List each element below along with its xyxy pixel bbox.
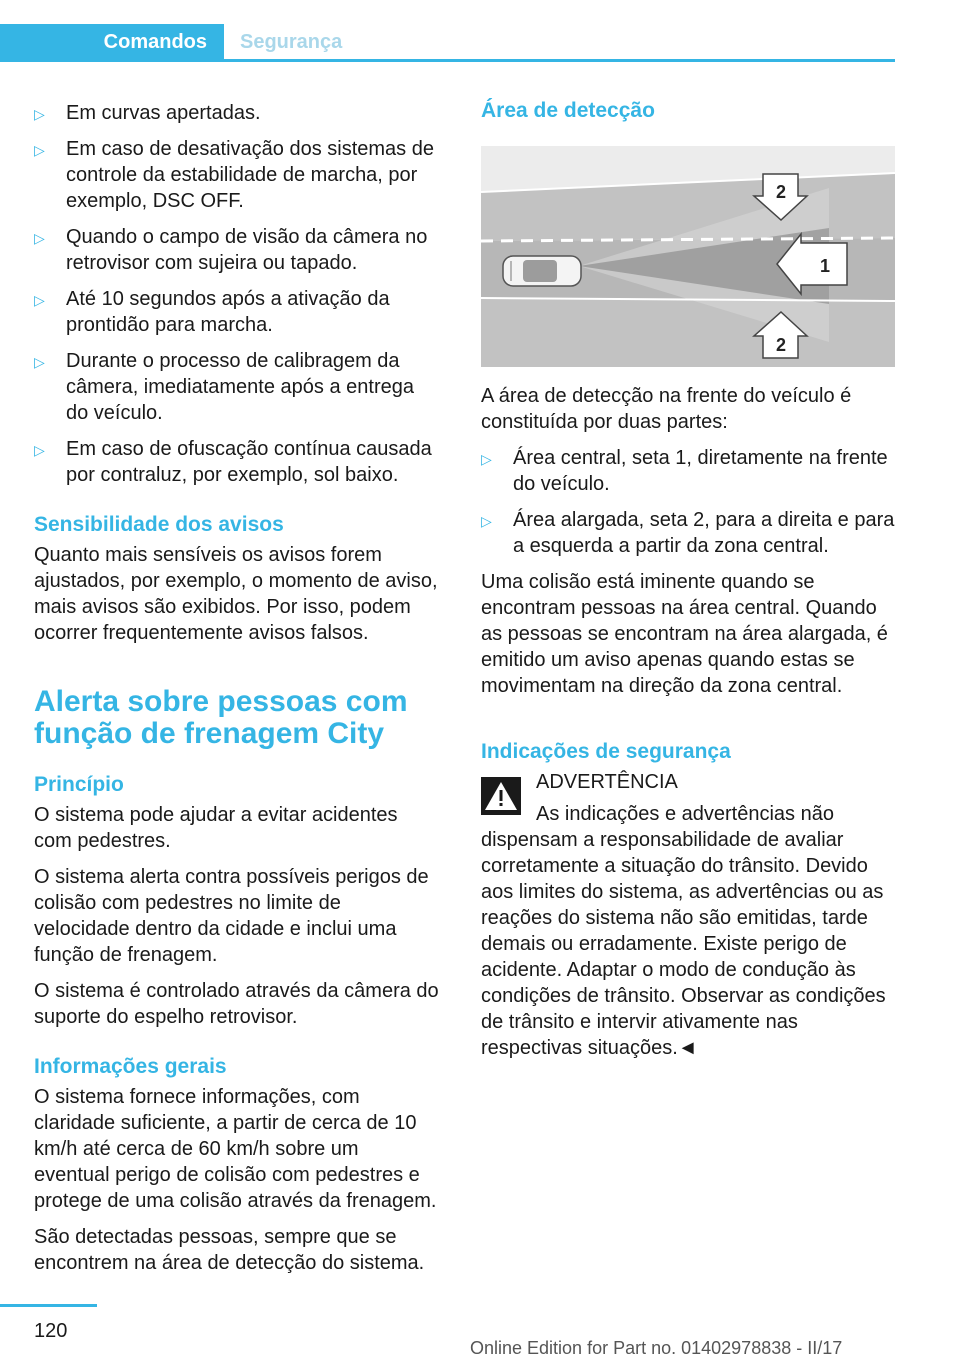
- tab-comandos[interactable]: Comandos: [0, 24, 224, 60]
- principle-paragraph: O sistema alerta contra possíveis perigos de colisão com pedestres no limite de velocidade dentro da cidade e inclui uma função de frenagem.: [34, 866, 429, 966]
- edition-note: Online Edition for Part no. 01402978838 - II/17: [470, 1338, 843, 1358]
- warning-icon: [481, 777, 521, 815]
- general-info-paragraph: São detectadas pessoas, sempre que se encontrem na área de detecção do sistema.: [34, 1226, 425, 1274]
- list-item: ▷ Em curvas apertadas.: [34, 100, 439, 126]
- detection-intro: A área de detecção na frente do veículo é constituída por duas partes:: [481, 385, 852, 433]
- principle-paragraph: O sistema pode ajudar a evitar acidentes com pedestres.: [34, 804, 398, 852]
- warning-text: As indicações e advertências não dispensam a responsabilidade de avaliar corretamente a situação do trânsito. Devido aos limites do sistema, as advertências ou as reações do sistema não são emitidas, tarde demais ou erradamente. Existe perigo de acidente. Adaptar o modo de condução às condições de trânsito. Observar as condições de trânsito e intervir ativamente nas respectivas situações.◄: [481, 803, 886, 1059]
- list-item: ▷ Área central, seta 1, diretamente na frente do veículo.: [481, 447, 888, 495]
- right-column: [481, 98, 895, 1071]
- triangle-bullet-icon: ▷: [34, 230, 45, 246]
- general-info-paragraph: O sistema fornece informações, com claridade suficiente, a partir de cerca de 10 km/h até cerca de 60 km/h sobre um eventual perigo de colisão com pedestres e protege de uma colisão através da frenagem.: [34, 1086, 437, 1212]
- lower-lane: [481, 298, 895, 367]
- list-item: ▷ Até 10 segundos após a ativação da prontidão para marcha.: [34, 288, 390, 336]
- list-item: ▷ Em caso de ofuscação contínua causada por contraluz, por exemplo, sol baixo.: [34, 438, 432, 486]
- principle-paragraph: O sistema é controlado através da câmera do suporte do espelho retrovisor.: [34, 980, 439, 1028]
- sensitivity-heading: Sensibilidade dos avisos: [34, 513, 284, 536]
- detection-parts-list: [481, 445, 895, 559]
- triangle-bullet-icon: ▷: [34, 442, 45, 458]
- list-item: ▷ Área alargada, seta 2, para a direita e para a esquerda a partir da zona central.: [481, 509, 895, 557]
- car-icon: [503, 256, 581, 286]
- header-rule: [0, 59, 895, 62]
- tab-seguranca[interactable]: Segurança: [240, 30, 343, 53]
- general-info-heading: Informações gerais: [34, 1055, 227, 1078]
- warning-block: [481, 769, 895, 1061]
- section-title: Alerta sobre pessoas com função de frenagem City: [34, 685, 408, 750]
- arrow-label: 2: [775, 182, 787, 202]
- safety-heading: Indicações de segurança: [481, 740, 731, 763]
- left-column: [34, 100, 439, 1286]
- triangle-bullet-icon: ▷: [34, 142, 45, 158]
- triangle-bullet-icon: ▷: [34, 292, 45, 308]
- triangle-bullet-icon: ▷: [34, 354, 45, 370]
- page-number: 120: [34, 1320, 68, 1342]
- detection-area-figure: [481, 146, 895, 367]
- triangle-bullet-icon: ▷: [34, 106, 45, 122]
- conditions-list: [34, 100, 439, 488]
- footer-rule: [0, 1304, 97, 1307]
- list-item: ▷ Durante o processo de calibragem da câmera, imediatamente após a entrega do veículo.: [34, 350, 414, 424]
- triangle-bullet-icon: ▷: [481, 451, 492, 467]
- warning-title: ADVERTÊNCIA: [536, 771, 678, 793]
- arrow-label: 2: [775, 335, 787, 355]
- sensitivity-text: Quanto mais sensíveis os avisos forem ajustados, por exemplo, o momento de aviso, mais avisos são exibidos. Por isso, podem ocorrer frequentemente avisos falsos.: [34, 544, 438, 644]
- principle-heading: Princípio: [34, 773, 124, 796]
- collision-text: Uma colisão está iminente quando se encontram pessoas na área central. Quando as pessoas se encontram na área alargada, é emitido um aviso apenas quando estas se movimentam na direção da zona central.: [481, 571, 888, 697]
- arrow-label: 1: [819, 256, 831, 276]
- triangle-bullet-icon: ▷: [481, 513, 492, 529]
- list-item: ▷ Em caso de desativação dos sistemas de controle da estabilidade de marcha, por exemplo, DSC OFF.: [34, 138, 434, 212]
- list-item: ▷ Quando o campo de visão da câmera no retrovisor com sujeira ou tapado.: [34, 226, 428, 274]
- detection-area-heading: Área de detecção: [481, 99, 655, 122]
